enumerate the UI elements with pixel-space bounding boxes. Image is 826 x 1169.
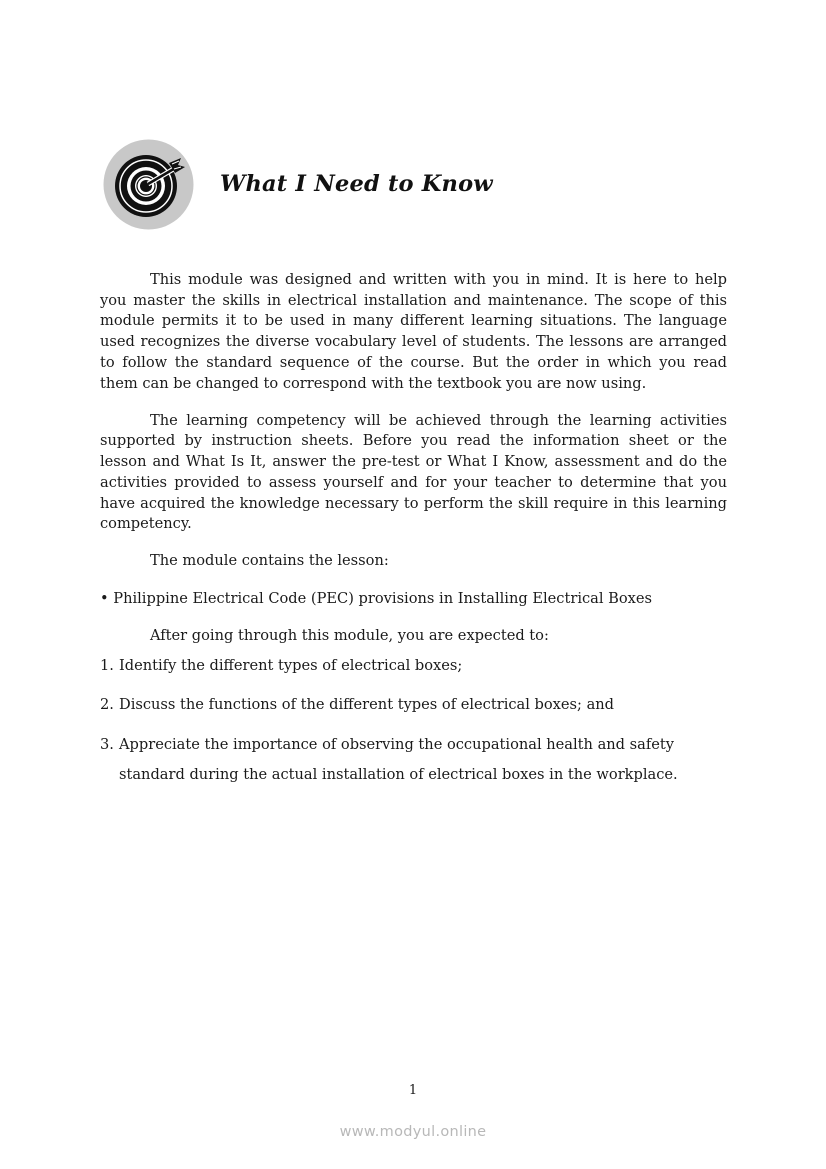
competency-paragraph: The learning competency will be achieved through the learning activities supported by instruction sheets. Before you read the information sheet or the lesson and What Is It, answer the pre-test or What I Know, assessment and do the activities provided to assess yourself and for your teacher to determine that you have acquired the knowledge necessary to perform the skill require in this learning competency. (100, 411, 727, 533)
objectives-intro: After going through this module, you are expected to: (150, 626, 549, 644)
objective-item (100, 730, 727, 790)
section-title: What I Need to Know (220, 171, 493, 197)
target-arrow-icon (103, 139, 194, 230)
intro-paragraph: This module was designed and written with you in mind. It is here to help you master the skills in electrical installation and maintenance. The scope of this module permits it to be used in many different learning situations. The language used recognizes the diverse vocabulary level of students. The lessons are arranged to follow the standard sequence of the course. But the order in which you read them can be changed to correspond with the textbook you are now using. (100, 271, 727, 392)
objective-number: 3. (100, 735, 114, 753)
objective-number: 1. (100, 656, 114, 674)
objective-item (100, 690, 727, 720)
objective-text: Appreciate the importance of observing the occupational health and safety standard during the actual installation of electrical boxes in the workplace. (119, 735, 678, 783)
lesson-title: Philippine Electrical Code (PEC) provisions in Installing Electrical Boxes (113, 589, 653, 607)
bullet-icon: • (100, 589, 109, 607)
objective-number: 2. (100, 696, 114, 714)
objective-item (100, 651, 727, 681)
watermark: www.modyul.online (339, 1124, 487, 1140)
lesson-list-item (100, 589, 727, 610)
objective-text: Identify the different types of electrical boxes; (119, 656, 463, 674)
objectives-list (100, 651, 727, 790)
document-body (100, 270, 727, 799)
objective-text: Discuss the functions of the different types of electrical boxes; and (119, 696, 615, 714)
section-header (103, 139, 603, 231)
lesson-intro: The module contains the lesson: (150, 552, 389, 570)
page-number: 1 (408, 1083, 418, 1098)
